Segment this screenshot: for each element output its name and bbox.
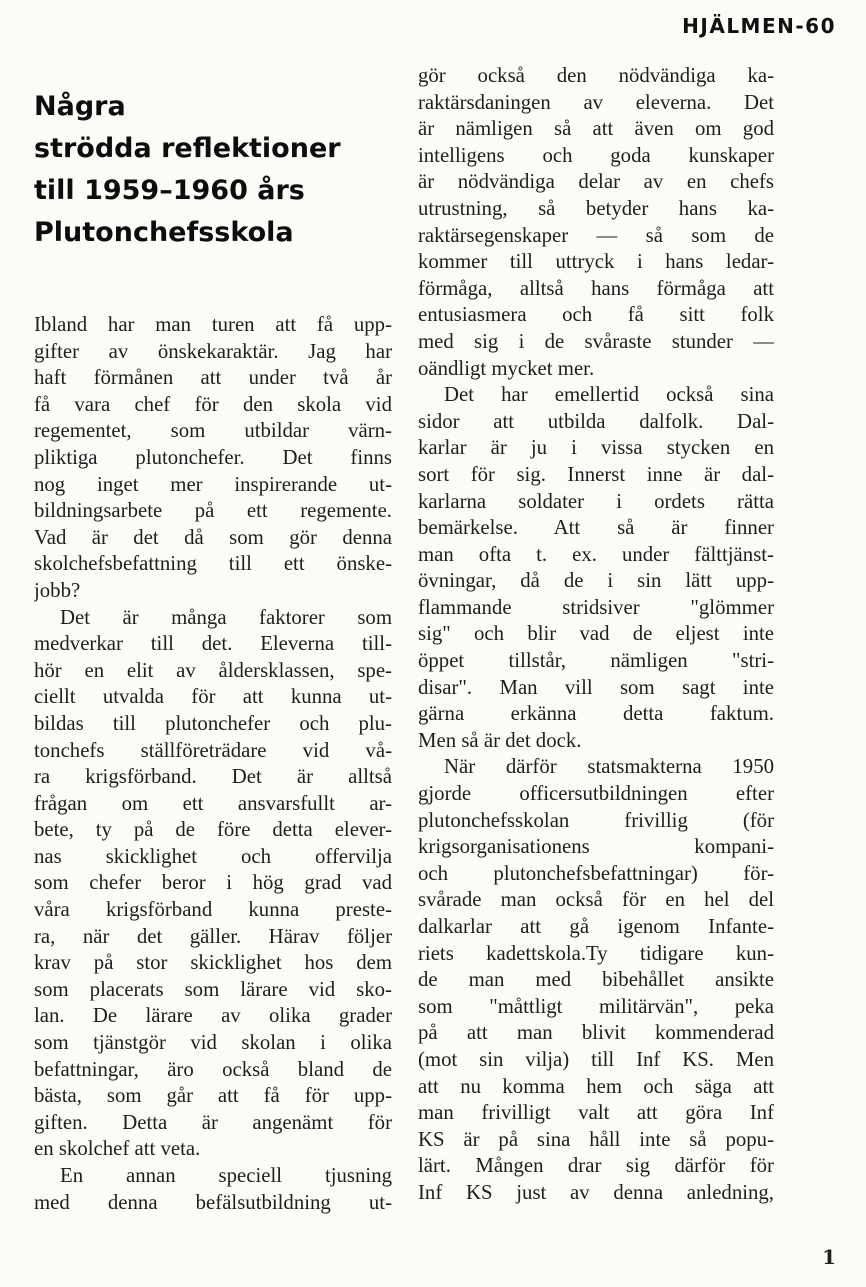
text-line: utrustning, så betyder hans ka-: [418, 196, 774, 220]
text-line: När därför statsmakterna 1950: [444, 755, 774, 779]
text-line: övningar, då de i sin lätt upp-: [418, 569, 774, 593]
text-line: och plutonchefsbefattningar) för-: [418, 861, 774, 885]
text-line: att nu komma hem och säga att: [418, 1074, 774, 1098]
text-line: raktärsegenskaper — så som de: [418, 223, 774, 247]
text-line: haft förmånen att under två år: [34, 366, 392, 390]
text-line: är nödvändiga delar av en chefs: [418, 170, 774, 194]
text-line: Ibland har man turen att få upp-: [34, 313, 392, 336]
text-line: giften. Detta är angenämt för: [34, 1110, 392, 1134]
text-line: bete, ty på de före detta elever-: [34, 818, 392, 842]
text-line: sort för sig. Innerst inne är dal-: [418, 462, 774, 486]
text-line: bildningsarbete på ett regemente.: [34, 499, 392, 523]
text-line: KS är på sina håll inte så popu-: [418, 1127, 774, 1151]
text-line: som "måttligt militärvän", peka: [418, 994, 774, 1018]
text-line: som tjänstgör vid skolan i olika: [34, 1031, 392, 1055]
article-title: [34, 86, 384, 254]
text-line: plutonchefsskolan frivillig (för: [418, 808, 774, 832]
text-line: En annan speciell tjusning: [60, 1164, 392, 1187]
text-line: nog inget mer inspirerande ut-: [34, 472, 392, 496]
text-line: gifter av önskekaraktär. Jag har: [34, 339, 392, 363]
text-line: krav på stor skicklighet hos dem: [34, 951, 392, 975]
text-line: som placerats som lärare vid sko-: [34, 977, 392, 1001]
text-line: gjorde officersutbildningen efter: [418, 782, 774, 806]
text-line: tonchefs ställföreträdare vid vå-: [34, 738, 392, 762]
title-line: till 1959–1960 års: [34, 175, 305, 206]
text-line: kommer till uttryck i hans ledar-: [418, 250, 774, 274]
text-line: karlarna soldater i ordets rätta: [418, 489, 774, 513]
text-line: Vad är det då som gör denna: [34, 525, 392, 549]
text-line: få vara chef för den skola vid: [34, 392, 392, 416]
text-line: Inf KS just av denna anledning,: [418, 1180, 774, 1204]
text-line: karlar är ju i vissa stycken en: [418, 436, 774, 460]
text-line: krigsorganisationens kompani-: [418, 835, 774, 859]
text-line: lärt. Mången drar sig därför för: [418, 1154, 774, 1178]
text-line: lan. De lärare av olika grader: [34, 1004, 392, 1028]
text-line: sig" och blir vad de eljest inte: [418, 622, 774, 646]
text-line: raktärsdaningen av eleverna. Det: [418, 90, 774, 114]
text-line: hör en elit av åldersklassen, spe-: [34, 658, 392, 682]
text-line: dalkarlar att gå igenom Infante-: [418, 915, 774, 938]
text-line: ciellt utvalda för att kunna ut-: [34, 685, 392, 709]
text-line: frågan om ett ansvarsfullt ar-: [34, 791, 392, 815]
left-text-column: [34, 312, 392, 1216]
text-line: våra krigsförband kunna preste-: [34, 898, 392, 922]
text-line: gör också den nödvändiga ka-: [418, 64, 774, 87]
text-line: nas skicklighet och offervilja: [34, 844, 392, 868]
text-line: sidor att utbilda dalfolk. Dal-: [418, 409, 774, 433]
text-line: svårade man också för en hel del: [418, 888, 774, 912]
text-line: intelligens och goda kunskaper: [418, 143, 774, 167]
text-line: med sig i de svåraste stunder —: [418, 329, 774, 353]
text-line: skolchefsbefattning till ett önske-: [34, 552, 392, 576]
text-line: förmåga, alltså hans förmåga att: [418, 276, 774, 300]
text-line: med denna befälsutbildning ut-: [34, 1190, 392, 1214]
text-line: (mot sin vilja) till Inf KS. Men: [418, 1047, 774, 1071]
page-number: 1: [822, 1245, 836, 1269]
text-line: medverkar till det. Eleverna till-: [34, 632, 392, 656]
right-text-column: [418, 63, 774, 1207]
text-line: disar". Man vill som sagt inte: [418, 675, 774, 699]
text-line: pliktiga plutonchefer. Det finns: [34, 445, 392, 469]
text-line: riets kadettskola.Ty tidigare kun-: [418, 941, 774, 965]
text-line: regementet, som utbildar värn-: [34, 419, 392, 443]
title-line: Några: [34, 91, 126, 122]
title-line: strödda reflektioner: [34, 133, 341, 164]
title-line: Plutonchefsskola: [34, 217, 294, 248]
running-header: HJÄLMEN-60: [682, 14, 836, 38]
text-line: öppet tillstår, nämligen "stri-: [418, 649, 774, 673]
text-line: jobb?: [34, 578, 81, 602]
text-line: de man med bibehållet ansikte: [418, 968, 774, 992]
text-line: bildas till plutonchefer och plu-: [34, 711, 392, 735]
text-line: oändligt mycket mer.: [418, 356, 595, 380]
text-line: som chefer beror i hög grad vad: [34, 871, 392, 895]
text-line: Men så är det dock.: [418, 728, 582, 752]
text-line: Det är många faktorer som: [60, 605, 392, 629]
text-line: befattningar, äro också bland de: [34, 1057, 392, 1081]
text-line: en skolchef att veta.: [34, 1137, 201, 1161]
text-line: entusiasmera och få sitt folk: [418, 303, 774, 327]
text-line: på att man blivit kommenderad: [418, 1021, 774, 1045]
text-line: bemärkelse. Att så är finner: [418, 516, 774, 540]
text-line: bästa, som går att få för upp-: [34, 1084, 392, 1108]
text-line: Det har emellertid också sina: [444, 383, 774, 407]
text-line: man frivilligt valt att göra Inf: [418, 1101, 774, 1125]
text-line: ra krigsförband. Det är alltså: [34, 765, 392, 789]
text-line: flammande stridsiver "glömmer: [418, 595, 774, 619]
text-line: gärna erkänna detta faktum.: [418, 702, 774, 726]
text-line: man ofta t. ex. under fälttjänst-: [418, 542, 774, 566]
text-line: ra, när det gäller. Härav följer: [34, 924, 392, 948]
text-line: är nämligen så att även om god: [418, 117, 774, 141]
